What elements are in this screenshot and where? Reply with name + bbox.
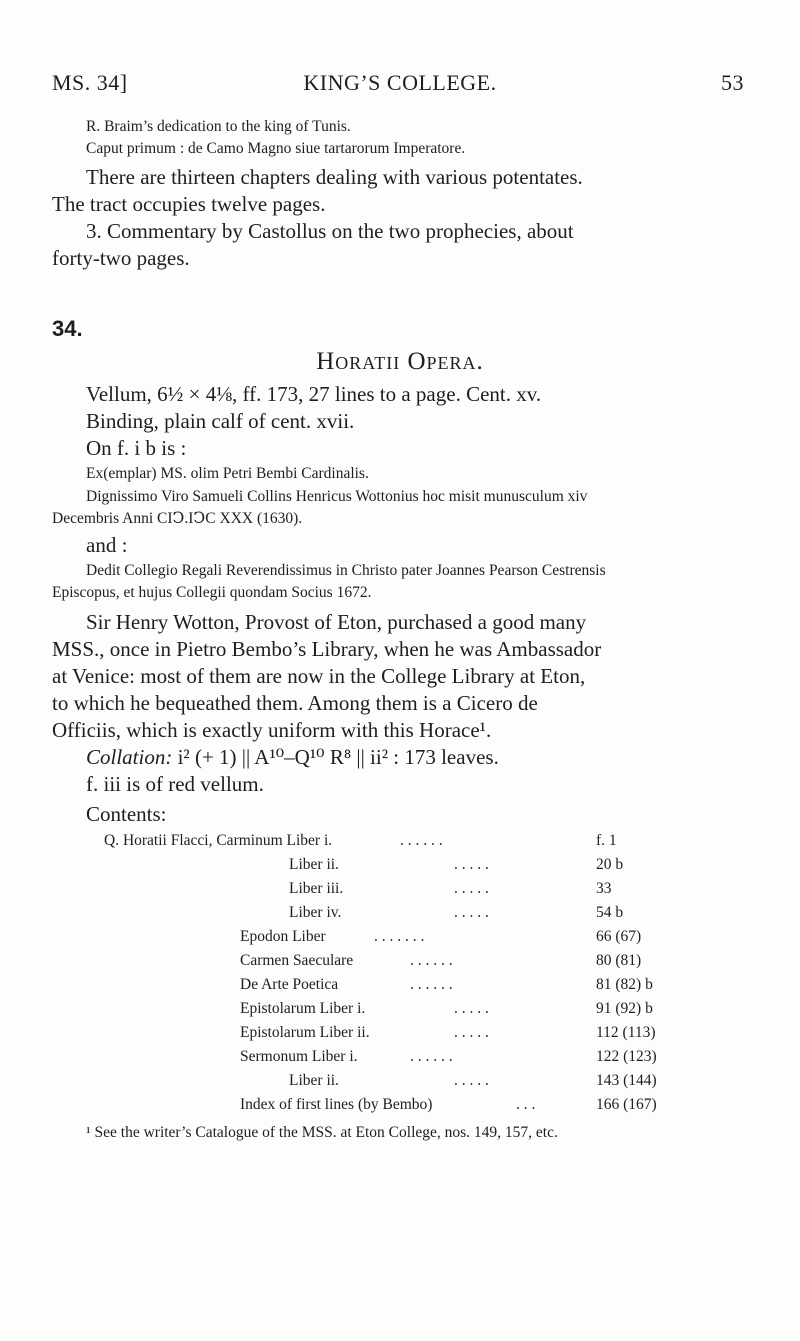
contents-dots-8: . . . . .	[454, 1024, 489, 1041]
contents-label-4: Epodon Liber	[240, 928, 326, 945]
contents-dots-7: . . . . .	[454, 1000, 489, 1017]
inscription-2-line2: Decembris Anni CIↃ.IↃC XXX (1630).	[52, 510, 303, 527]
contents-dots-11: . . .	[516, 1096, 536, 1113]
contents-ref-9: 122 (123)	[596, 1048, 657, 1065]
contents-dots-5: . . . . . .	[410, 952, 453, 969]
contents-ref-4: 66 (67)	[596, 928, 642, 945]
intro-para2-line2: forty-two pages.	[52, 246, 190, 270]
contents-label: Contents:	[86, 802, 167, 826]
contents-ref-7: 91 (92) b	[596, 1000, 653, 1017]
and-label: and :	[86, 533, 128, 557]
contents-dots-1: . . . . .	[454, 856, 489, 873]
intro-line-2: Caput primum : de Camo Magno siue tartarorum Imperatore.	[86, 140, 466, 157]
contents-ref-5: 80 (81)	[596, 952, 642, 969]
inscription-3-line1: Dedit Collegio Regali Reverendissimus in Christo pater Joannes Pearson Cestrensis	[86, 562, 606, 579]
contents-dots-0: . . . . . .	[400, 832, 443, 849]
running-head-left: MS. 34]	[52, 70, 128, 95]
entry-title: Horatii Opera.	[316, 348, 484, 375]
contents-ref-2: 33	[596, 880, 612, 897]
running-head-center: KING’S COLLEGE.	[303, 70, 497, 95]
description-line-1: Vellum, 6½ × 4⅛, ff. 173, 27 lines to a page. Cent. xv.	[86, 382, 542, 406]
contents-ref-10: 143 (144)	[596, 1072, 657, 1089]
contents-ref-1: 20 b	[596, 856, 624, 873]
inscription-2-line1: Dignissimo Viro Samueli Collins Henricus Wottonius hoc misit munusculum xiv	[86, 488, 588, 505]
contents-label-5: Carmen Saeculare	[240, 952, 354, 969]
contents-ref-3: 54 b	[596, 904, 624, 921]
contents-label-11: Index of first lines (by Bembo)	[240, 1096, 433, 1113]
inscription-1: Ex(emplar) MS. olim Petri Bembi Cardinalis.	[86, 465, 369, 482]
contents-label-8: Epistolarum Liber ii.	[240, 1024, 370, 1041]
contents-label-7: Epistolarum Liber i.	[240, 1000, 366, 1017]
para-line-2: MSS., once in Pietro Bembo’s Library, when he was Ambassador	[52, 637, 602, 661]
para-line-5: Officiis, which is exactly uniform with this Horace¹.	[52, 718, 492, 742]
intro-para1-line1: There are thirteen chapters dealing with various potentates.	[86, 165, 583, 189]
footnote: ¹ See the writer’s Catalogue of the MSS. at Eton College, nos. 149, 157, etc.	[86, 1124, 558, 1141]
contents-label-1: Liber ii.	[289, 856, 339, 873]
page-number: 53	[721, 70, 744, 95]
para-line-1: Sir Henry Wotton, Provost of Eton, purchased a good many	[86, 610, 587, 634]
contents-label-6: De Arte Poetica	[240, 976, 339, 993]
intro-para1-line2: The tract occupies twelve pages.	[52, 192, 326, 216]
description-line-3: On f. i b is :	[86, 436, 187, 460]
intro-line-1: R. Braim’s dedication to the king of Tunis.	[86, 118, 351, 135]
contents-label-3: Liber iv.	[289, 904, 342, 921]
contents-ref-8: 112 (113)	[596, 1024, 656, 1041]
contents-ref-6: 81 (82) b	[596, 976, 653, 993]
vellum-note: f. iii is of red vellum.	[86, 772, 264, 796]
contents-dots-4: . . . . . . .	[374, 928, 425, 945]
description-line-2: Binding, plain calf of cent. xvii.	[86, 409, 355, 433]
contents-dots-2: . . . . .	[454, 880, 489, 897]
contents-dots-9: . . . . . .	[410, 1048, 453, 1065]
para-line-3: at Venice: most of them are now in the College Library at Eton,	[52, 664, 586, 688]
inscription-3-line2: Episcopus, et hujus Collegii quondam Socius 1672.	[52, 584, 372, 601]
intro-para2-line1: 3. Commentary by Castollus on the two prophecies, about	[86, 219, 574, 243]
contents-ref-11: 166 (167)	[596, 1096, 657, 1113]
contents-dots-3: . . . . .	[454, 904, 489, 921]
contents-label-9: Sermonum Liber i.	[240, 1048, 358, 1065]
para-line-4: to which he bequeathed them. Among them is a Cicero de	[52, 691, 538, 715]
contents-dots-10: . . . . .	[454, 1072, 489, 1089]
collation-text: i² (+ 1) || A¹⁰–Q¹⁰ R⁸ || ii² : 173 leaves.	[177, 745, 499, 769]
contents-label-10: Liber ii.	[289, 1072, 339, 1089]
contents-dots-6: . . . . . .	[410, 976, 453, 993]
collation-label: Collation:	[86, 745, 173, 769]
entry-number: 34.	[52, 316, 83, 341]
collation-line	[86, 745, 499, 770]
contents-label-2: Liber iii.	[289, 880, 344, 897]
contents-label-0: Q. Horatii Flacci, Carminum Liber i.	[104, 832, 333, 849]
contents-ref-0: f. 1	[596, 832, 617, 849]
